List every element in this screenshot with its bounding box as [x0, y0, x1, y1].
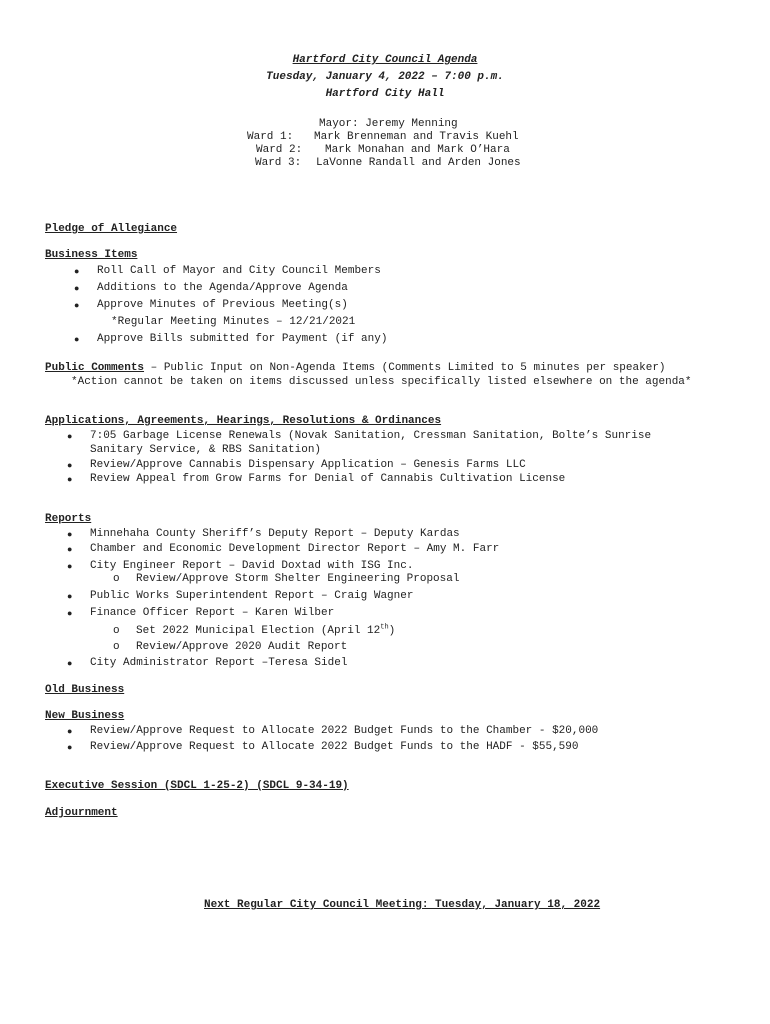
public-comments-line	[45, 361, 666, 375]
new-business-item: Review/Approve Request to Allocate 2022 Budget Funds to the HADF - $55,590	[90, 741, 579, 753]
reports-item: Public Works Superintendent Report – Craig Wagner	[90, 590, 414, 602]
business-item: Approve Bills submitted for Payment (if any)	[97, 333, 388, 345]
applications-item: Review/Approve Cannabis Dispensary Application – Genesis Farms LLC	[90, 459, 526, 471]
next-meeting: Next Regular City Council Meeting: Tuesday, January 18, 2022	[204, 899, 601, 911]
reports-subitem: Review/Approve Storm Shelter Engineering Proposal	[136, 573, 460, 585]
reports-item: City Engineer Report – David Doxtad with ISG Inc.	[90, 560, 414, 572]
applications-item-cont: Sanitary Service, & RBS Sanitation)	[90, 444, 322, 456]
ward1-label: Ward 1:	[247, 131, 294, 143]
meeting-datetime: Tuesday, January 4, 2022 – 7:00 p.m.	[266, 71, 504, 83]
business-item: Approve Minutes of Previous Meeting(s)	[97, 299, 348, 311]
circle-bullet-icon: o	[113, 625, 120, 637]
bullet-icon: ●	[67, 659, 73, 669]
bullet-icon: ●	[67, 743, 73, 753]
bullet-icon: ●	[67, 562, 73, 572]
meeting-location: Hartford City Hall	[325, 88, 445, 100]
business-item: Roll Call of Mayor and City Council Members	[97, 265, 381, 277]
bullet-icon: ●	[74, 284, 80, 294]
bullet-icon: ●	[67, 592, 73, 602]
bullet-icon: ●	[67, 609, 73, 619]
bullet-icon: ●	[67, 461, 73, 471]
applications-heading: Applications, Agreements, Hearings, Resolutions & Ordinances	[45, 415, 442, 427]
reports-subitem: Review/Approve 2020 Audit Report	[136, 641, 348, 653]
public-comments-text: – Public Input on Non-Agenda Items (Comments Limited to 5 minutes per speaker)	[144, 362, 666, 374]
adjournment-heading: Adjournment	[45, 807, 118, 819]
reports-item: City Administrator Report –Teresa Sidel	[90, 657, 348, 669]
circle-bullet-icon: o	[113, 641, 120, 653]
reports-subitem: Set 2022 Municipal Election (April 12th)	[136, 623, 396, 637]
public-comments-heading: Public Comments	[45, 362, 145, 374]
new-business-heading: New Business	[45, 710, 125, 722]
public-comments-note: *Action cannot be taken on items discussed unless specifically listed elsewhere on the agenda*	[71, 376, 692, 388]
bullet-icon: ●	[67, 727, 73, 737]
reports-heading: Reports	[45, 513, 92, 525]
ward2-names: Mark Monahan and Mark O’Hara	[325, 144, 510, 156]
ward2-label: Ward 2:	[256, 144, 303, 156]
bullet-icon: ●	[74, 335, 80, 345]
business-item: Additions to the Agenda/Approve Agenda	[97, 282, 348, 294]
executive-session-heading: Executive Session (SDCL 1-25-2) (SDCL 9-34-19)	[45, 780, 349, 792]
ward3-label: Ward 3:	[255, 157, 302, 169]
mayor-line: Mayor: Jeremy Menning	[319, 118, 458, 130]
applications-item: Review Appeal from Grow Farms for Denial of Cannabis Cultivation License	[90, 473, 566, 485]
applications-item: 7:05 Garbage License Renewals (Novak Sanitation, Cressman Sanitation, Bolte’s Sunrise	[90, 430, 652, 442]
old-business-heading: Old Business	[45, 684, 125, 696]
business-subitem: *Regular Meeting Minutes – 12/21/2021	[111, 316, 356, 328]
bullet-icon: ●	[74, 301, 80, 311]
reports-item: Finance Officer Report – Karen Wilber	[90, 607, 335, 619]
bullet-icon: ●	[67, 545, 73, 555]
circle-bullet-icon: o	[113, 573, 120, 585]
bullet-icon: ●	[67, 530, 73, 540]
reports-item: Chamber and Economic Development Director Report – Amy M. Farr	[90, 543, 500, 555]
reports-item: Minnehaha County Sheriff’s Deputy Report – Deputy Kardas	[90, 528, 460, 540]
pledge-heading: Pledge of Allegiance	[45, 223, 178, 235]
bullet-icon: ●	[74, 267, 80, 277]
business-heading: Business Items	[45, 249, 138, 261]
ward1-names: Mark Brenneman and Travis Kuehl	[314, 131, 519, 143]
bullet-icon: ●	[67, 432, 73, 442]
ward3-names: LaVonne Randall and Arden Jones	[316, 157, 521, 169]
new-business-item: Review/Approve Request to Allocate 2022 Budget Funds to the Chamber - $20,000	[90, 725, 599, 737]
agenda-title: Hartford City Council Agenda	[292, 54, 478, 66]
bullet-icon: ●	[67, 475, 73, 485]
